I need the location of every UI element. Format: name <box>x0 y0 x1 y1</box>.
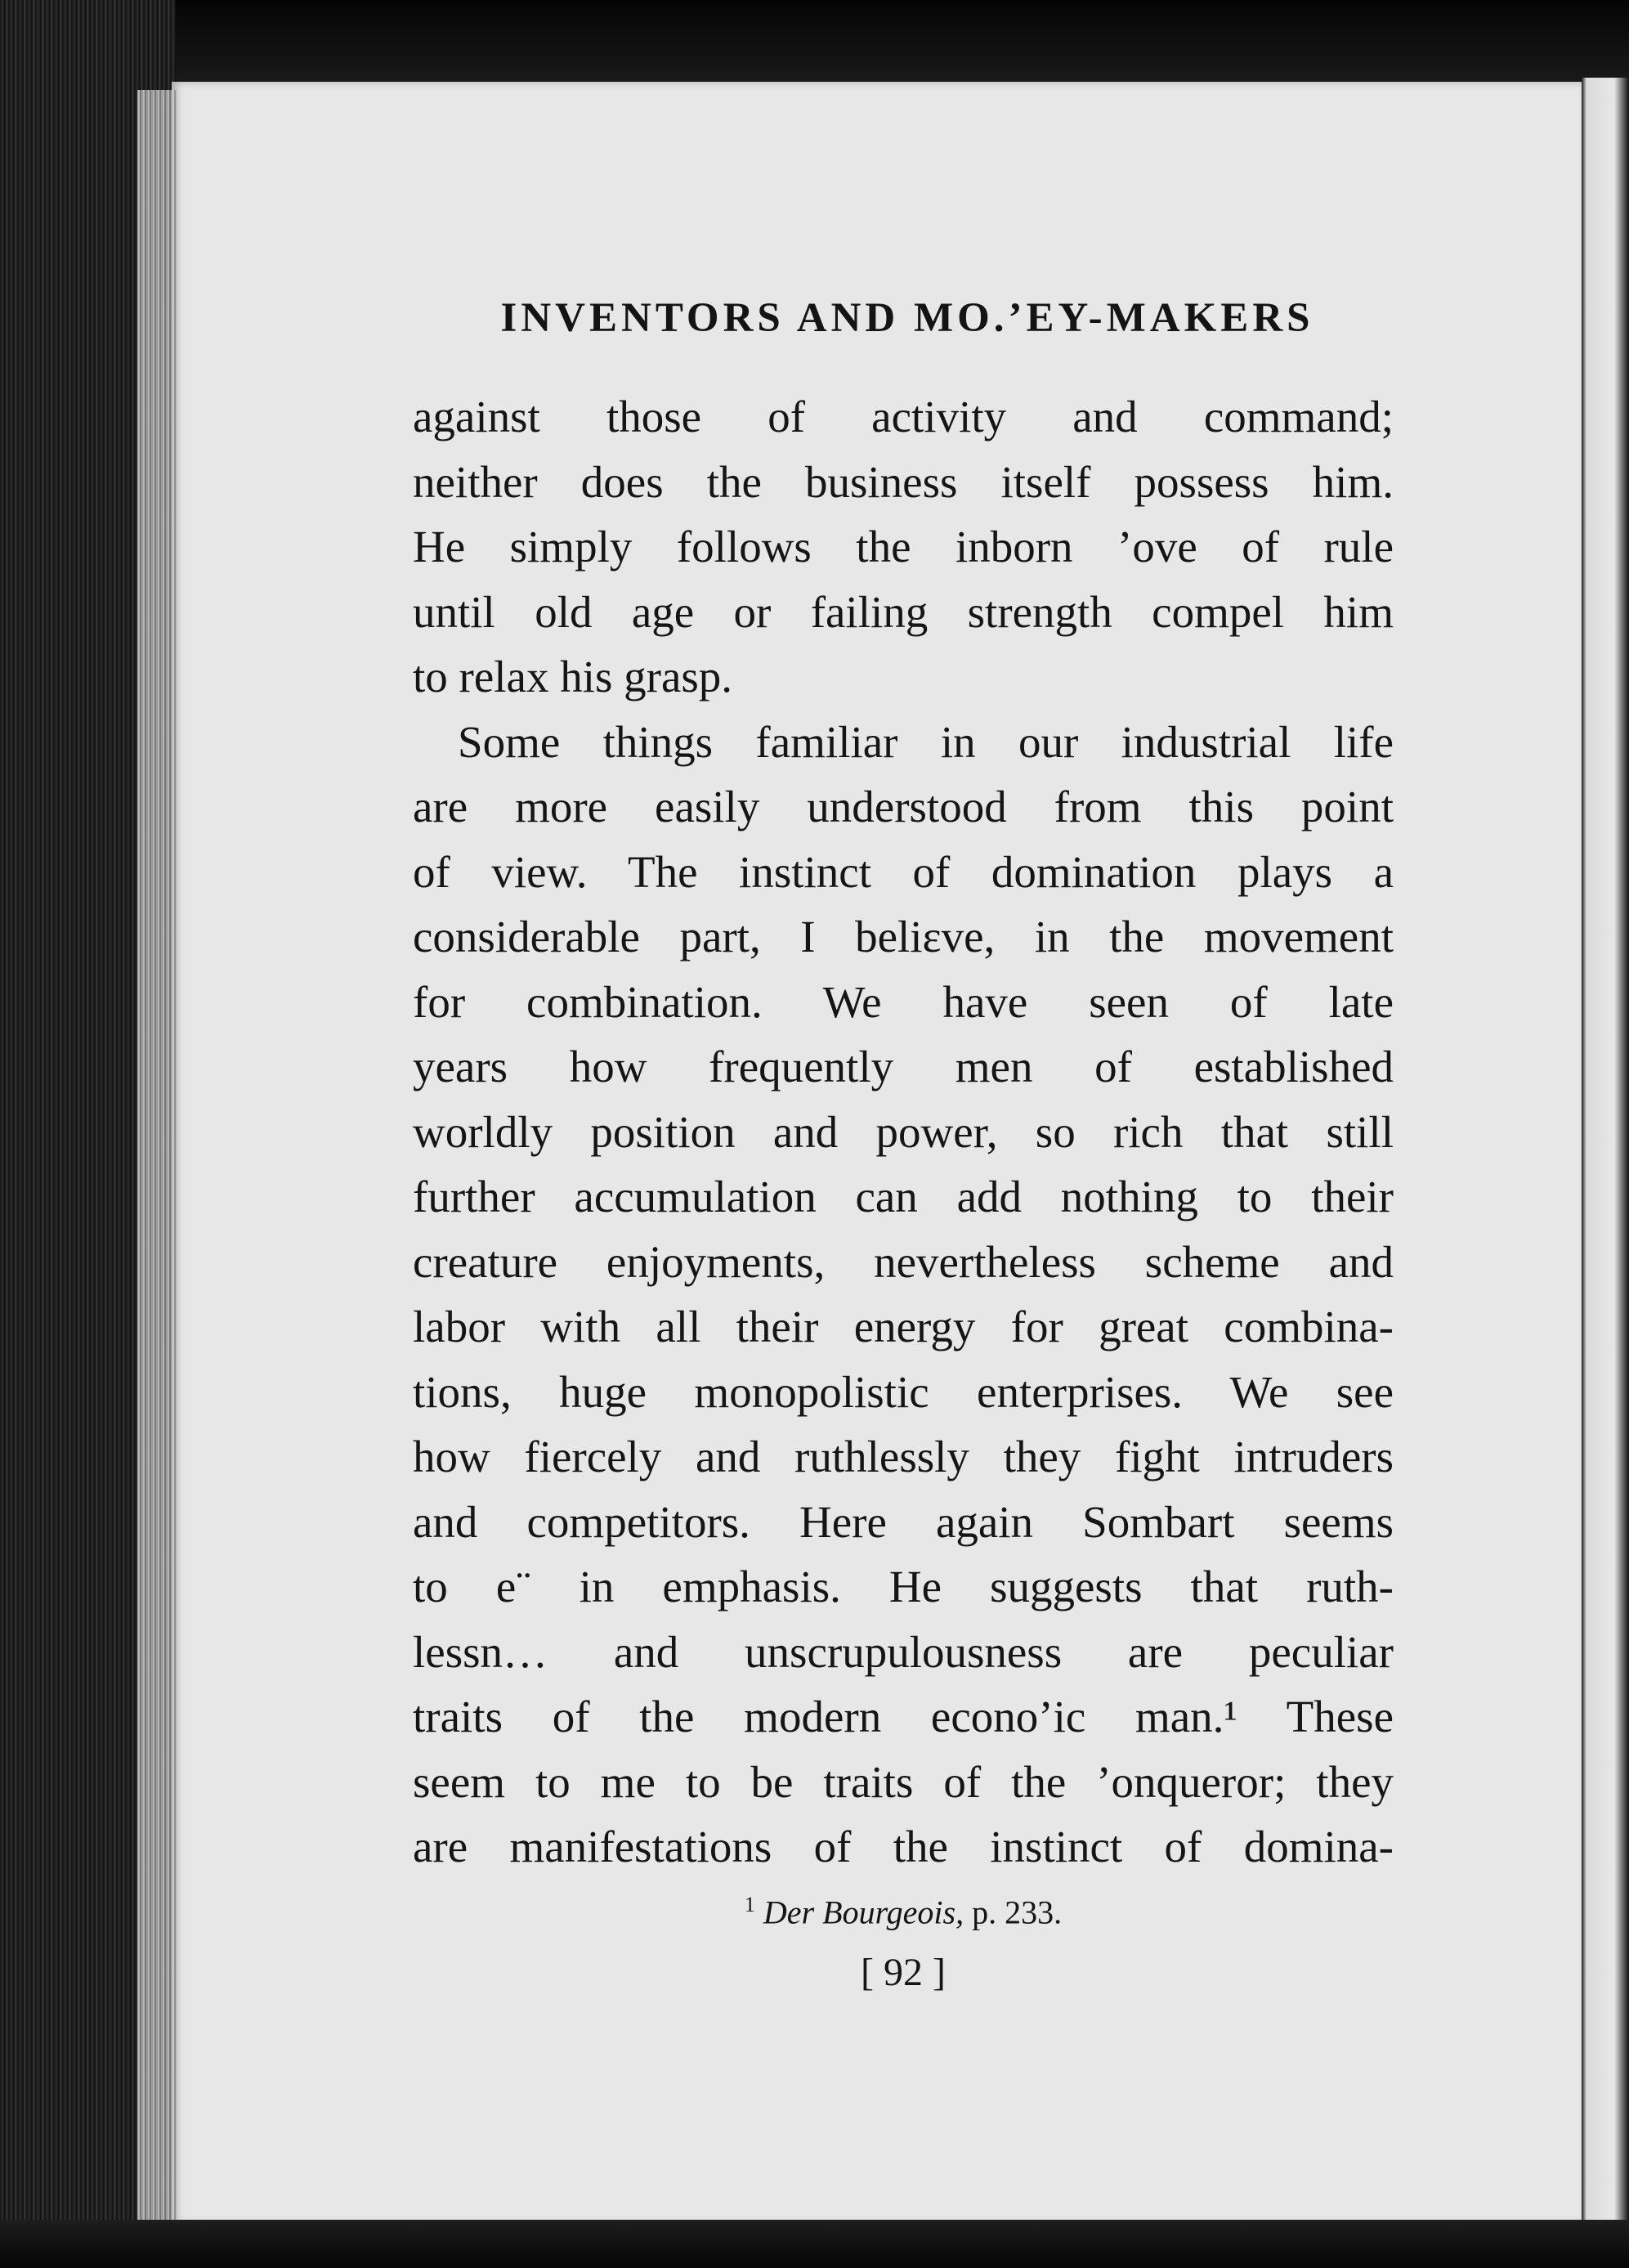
text-line: He simply follows the inborn ’ove of rule <box>413 522 1394 571</box>
text-line: are manifestations of the instinct of domina- <box>413 1822 1394 1871</box>
page-number: [ 92 ] <box>861 1951 946 1994</box>
text-line: of view. The instinct of domination plays a <box>413 846 1394 897</box>
text-line: neither does the business itself possess him. <box>413 456 1394 507</box>
text-line: against those of activity and command; <box>413 392 1394 441</box>
body-text <box>413 384 1394 1880</box>
text-line: tions, huge monopolistic enterprises. We see <box>413 1366 1394 1417</box>
text-line: further accumulation can add nothing to their <box>413 1172 1394 1221</box>
text-line: worldly position and power, so rich that still <box>413 1106 1394 1157</box>
text-line: creature enjoyments, nevertheless scheme and <box>413 1236 1394 1287</box>
text-line: years how frequently men of established <box>413 1042 1394 1091</box>
text-line: until old age or failing strength compel him <box>413 586 1394 637</box>
text-line: seem to me to be traits of the ’onqueror; they <box>413 1756 1394 1807</box>
text-line: to e¨ in emphasis. He suggests that ruth- <box>413 1562 1394 1611</box>
text-line: to relax his grasp. <box>413 652 733 701</box>
scan-bottom-margin <box>0 2220 1629 2268</box>
text-line: Some things familiar in our industrial life <box>458 716 1394 767</box>
facing-page-edge <box>1582 78 1629 2268</box>
scan-top-margin <box>0 0 1629 86</box>
footnote <box>413 1893 1394 1931</box>
text-line: considerable part, I beliɛve, in the movement <box>413 912 1394 961</box>
text-line: traits of the modern econo’ic man.¹ These <box>413 1692 1394 1741</box>
text-line: and competitors. Here again Sombart seems <box>413 1496 1394 1547</box>
page-edges <box>137 90 177 2232</box>
footnote-reference: p. 233. <box>972 1894 1063 1931</box>
text-line: lessn… and unscrupulousness are peculiar <box>413 1626 1394 1677</box>
text-line: labor with all their energy for great combina- <box>413 1302 1394 1351</box>
text-line: are more easily understood from this point <box>413 782 1394 831</box>
footnote-marker: 1 <box>744 1893 755 1916</box>
text-line: how fiercely and ruthlessly they fight intruders <box>413 1432 1394 1481</box>
footnote-title: Der Bourgeois, <box>763 1894 964 1931</box>
running-head: INVENTORS AND MO.’EY-MAKERS <box>500 295 1314 341</box>
text-line: for combination. We have seen of late <box>413 976 1394 1027</box>
